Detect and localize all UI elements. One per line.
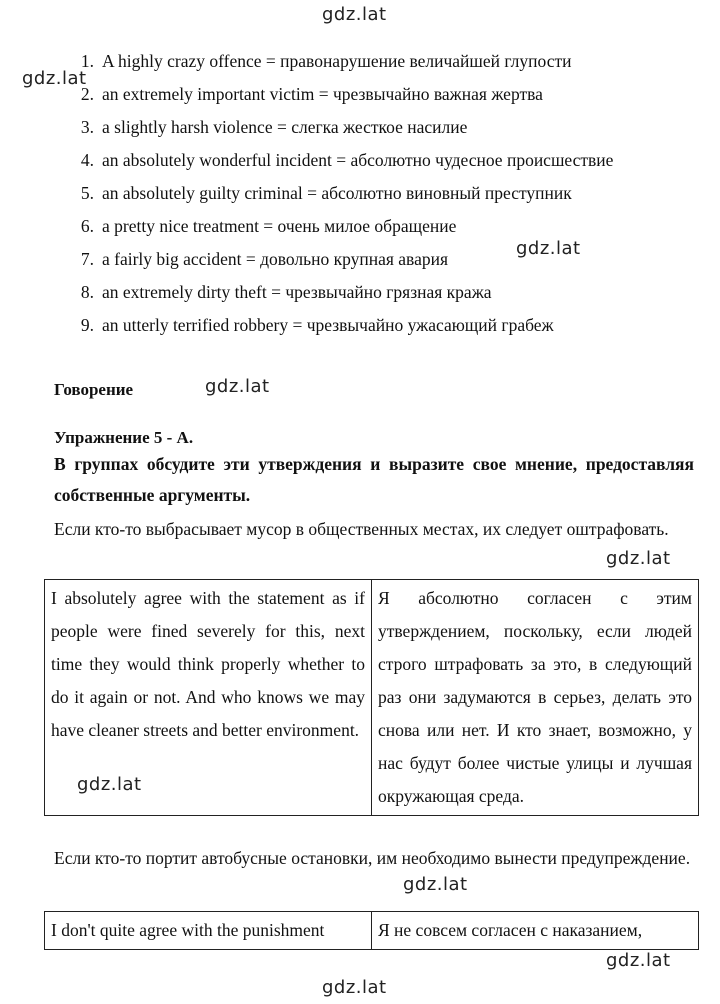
list-item — [76, 279, 613, 312]
list-item-number: 9. — [80, 315, 94, 335]
list-item-text: an extremely dirty theft = чрезвычайно грязная кража — [102, 282, 492, 302]
vocab-list — [76, 48, 613, 345]
list-item — [76, 213, 613, 246]
watermark: gdz.lat — [322, 977, 387, 998]
watermark: gdz.lat — [606, 548, 671, 569]
table-row — [45, 912, 699, 950]
list-item-number: 6. — [80, 216, 94, 236]
list-item-text: an extremely important victim = чрезвычайно важная жертва — [102, 84, 543, 104]
english-answer-cell: I absolutely agree with the statement as if people were fined severely for this, next time they would think properly whether to do it again or not. And who knows we may have cleaner streets and better environment. — [45, 580, 372, 816]
english-answer-cell: I don't quite agree with the punishment — [45, 912, 372, 950]
russian-answer-cell: Я не совсем согласен с наказанием, — [372, 912, 699, 950]
list-item — [76, 147, 613, 180]
list-item — [76, 48, 613, 81]
watermark: gdz.lat — [403, 874, 468, 895]
list-item-text: an absolutely guilty criminal = абсолютно виновный преступник — [102, 183, 572, 203]
watermark: gdz.lat — [77, 774, 142, 795]
list-item-number: 1. — [80, 51, 94, 71]
list-item — [76, 312, 613, 345]
table-row — [45, 580, 699, 816]
list-item — [76, 246, 613, 279]
list-item-text: an utterly terrified robbery = чрезвычайно ужасающий грабеж — [102, 315, 554, 335]
answer-table — [44, 579, 699, 816]
list-item — [76, 180, 613, 213]
exercise-title: Упражнение 5 - А. — [54, 428, 194, 447]
watermark: gdz.lat — [516, 238, 581, 259]
watermark: gdz.lat — [606, 950, 671, 971]
list-item — [76, 81, 613, 114]
list-item-text: a slightly harsh violence = слегка жесткое насилие — [102, 117, 468, 137]
exercise-instruction: В группах обсудите эти утверждения и выразите свое мнение, предоставляя собственные аргументы. — [54, 454, 694, 505]
list-item-text: an absolutely wonderful incident = абсолютно чудесное происшествие — [102, 150, 614, 170]
list-item-number: 3. — [80, 117, 94, 137]
statement-text: Если кто-то выбрасывает мусор в общественных местах, их следует оштрафовать. — [54, 519, 669, 539]
list-item-text: a pretty nice treatment = очень милое обращение — [102, 216, 457, 236]
list-item-text: A highly crazy offence = правонарушение величайшей глупости — [102, 51, 572, 71]
section-heading: Говорение — [54, 380, 134, 399]
list-item — [76, 114, 613, 147]
watermark: gdz.lat — [322, 4, 387, 25]
list-item-number: 8. — [80, 282, 94, 302]
list-item-number: 2. — [80, 84, 94, 104]
russian-answer-cell: Я абсолютно согласен с этим утверждением, поскольку, если людей строго штрафовать за это, в следующий раз они задумаются в серьез, делать это снова или нет. И кто знает, возможно, у нас будут более чистые улицы и лучшая окружающая среда. — [372, 580, 699, 816]
statement-text: Если кто-то портит автобусные остановки, им необходимо вынести предупреждение. — [54, 848, 691, 868]
list-item-text: a fairly big accident = довольно крупная авария — [102, 249, 449, 269]
list-item-number: 4. — [80, 150, 94, 170]
list-item-number: 5. — [80, 183, 94, 203]
list-item-number: 7. — [80, 249, 94, 269]
watermark: gdz.lat — [22, 68, 87, 89]
watermark: gdz.lat — [205, 376, 270, 397]
answer-table — [44, 911, 699, 950]
